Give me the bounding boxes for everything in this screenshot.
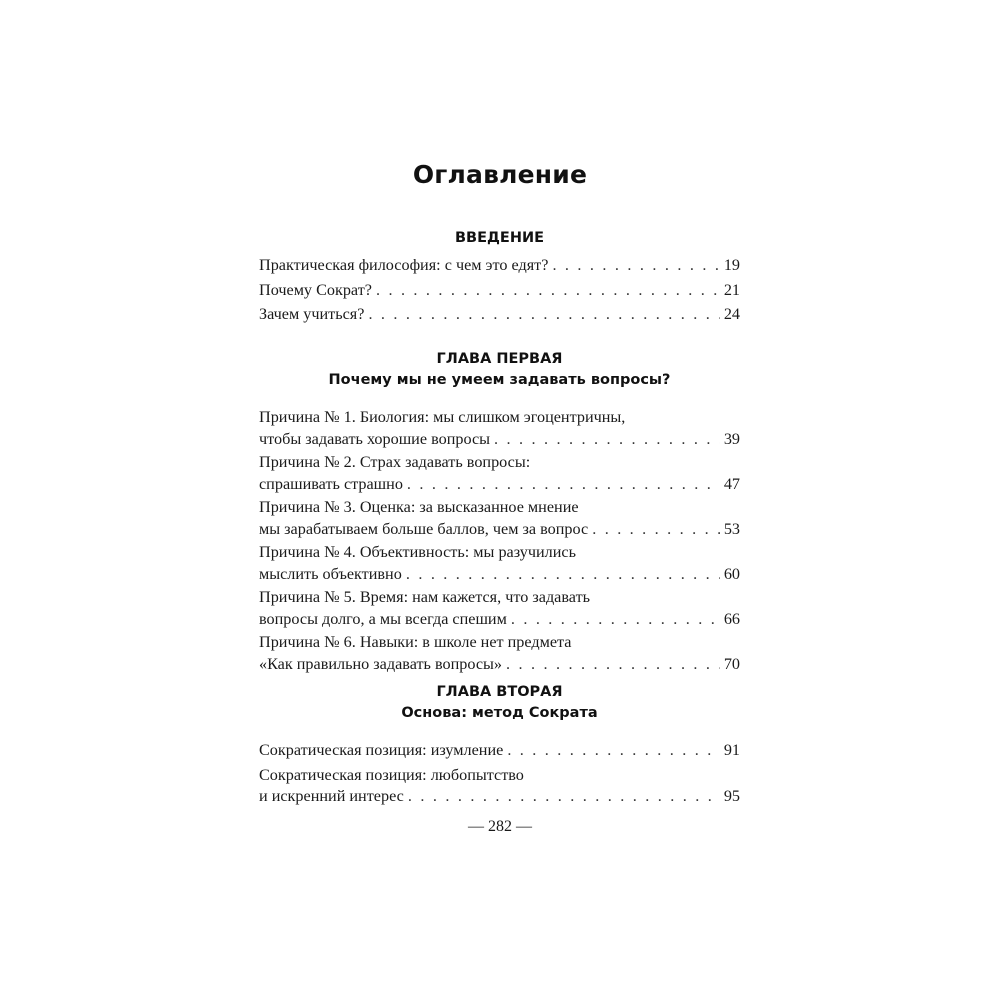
- page-number: 53: [723, 519, 740, 538]
- dot-leader: [406, 564, 720, 586]
- toc-entry[interactable]: [259, 255, 740, 277]
- entry-title: Зачем учиться?: [259, 305, 365, 323]
- toc-entry[interactable]: [259, 497, 740, 540]
- entry-title-line2: и искренний интерес: [259, 787, 404, 805]
- dot-leader: [552, 255, 719, 277]
- dot-leader: [376, 280, 720, 302]
- section-chapter-one: [259, 349, 740, 677]
- entry-title-line1: Причина № 4. Объективность: мы разучились: [259, 543, 576, 561]
- entry-title-line1: Причина № 5. Время: нам кажется, что задавать: [259, 588, 591, 606]
- dot-leader: [511, 609, 720, 631]
- dot-leader: [592, 519, 720, 541]
- page-number: 60: [723, 564, 740, 583]
- entry-title-line2: чтобы задавать хорошие вопросы: [259, 429, 491, 448]
- page-number: 47: [723, 474, 740, 493]
- page-number: 24: [723, 305, 740, 323]
- entry-title-line1: Сократическая позиция: любопытство: [259, 765, 524, 784]
- page-number: 39: [723, 429, 740, 448]
- toc-entry[interactable]: [259, 407, 740, 450]
- toc-entry[interactable]: [259, 587, 740, 630]
- page-number: 66: [723, 609, 740, 628]
- page-title: Оглавление: [412, 160, 588, 189]
- dot-leader: [494, 429, 720, 451]
- toc-entry[interactable]: [259, 542, 740, 585]
- entry-title-line1: Причина № 2. Страх задавать вопросы:: [259, 453, 531, 471]
- entry-list: [259, 407, 740, 675]
- page-number: 21: [723, 280, 740, 299]
- dot-leader: [408, 786, 720, 808]
- entry-title-line2: спрашивать страшно: [259, 474, 403, 493]
- entry-title-line1: Причина № 1. Биология: мы слишком эгоцентричны,: [259, 408, 626, 426]
- chapter-subtitle: Почему мы не умеем задавать вопросы?: [328, 372, 671, 388]
- entry-list: [259, 255, 740, 326]
- entry-title-line2: вопросы долго, а мы всегда спешим: [259, 609, 507, 628]
- entry-title: Почему Сократ?: [259, 280, 372, 299]
- toc-entry[interactable]: [259, 765, 740, 808]
- entry-title-line2: мыслить объективно: [259, 564, 402, 583]
- page-number: 95: [723, 787, 740, 805]
- toc-entry[interactable]: [259, 280, 740, 302]
- entry-title-line2: «Как правильно задавать вопросы»: [259, 654, 503, 673]
- entry-title-line1: Причина № 3. Оценка: за высказанное мнение: [259, 498, 579, 516]
- dot-leader: [407, 474, 720, 496]
- dot-leader: [506, 654, 720, 676]
- page-number-footer: — 282 —: [468, 818, 532, 835]
- toc-entry[interactable]: [259, 632, 740, 675]
- entry-title: Практическая философия: с чем это едят?: [259, 256, 549, 274]
- page-number: 91: [723, 741, 740, 759]
- section-heading: ВВЕДЕНИЕ: [454, 230, 544, 246]
- toc-entry[interactable]: [259, 740, 740, 762]
- dot-leader: [507, 740, 720, 762]
- toc-entry[interactable]: [259, 304, 740, 326]
- chapter-heading: ГЛАВА ПЕРВАЯ: [436, 351, 563, 367]
- toc-entry[interactable]: [259, 452, 740, 495]
- section-introduction: [259, 228, 740, 329]
- entry-title-line1: Причина № 6. Навыки: в школе нет предмета: [259, 633, 572, 651]
- entry-title: Сократическая позиция: изумление: [259, 741, 504, 759]
- page-number: 19: [723, 256, 740, 274]
- entry-title-line2: мы зарабатываем больше баллов, чем за вопрос: [259, 519, 589, 538]
- chapter-heading: ГЛАВА ВТОРАЯ: [436, 684, 563, 700]
- entry-list: [259, 740, 740, 808]
- section-chapter-two: [259, 682, 740, 810]
- page-number: 70: [723, 654, 740, 673]
- dot-leader: [368, 304, 719, 326]
- chapter-subtitle: Основа: метод Сократа: [401, 705, 598, 721]
